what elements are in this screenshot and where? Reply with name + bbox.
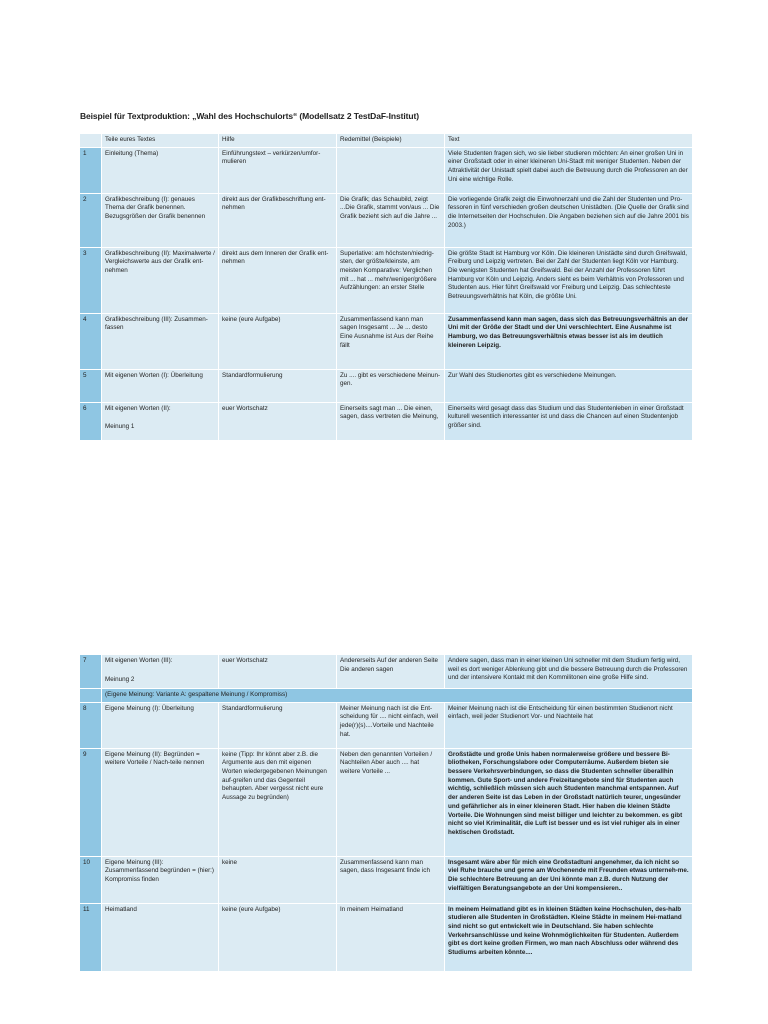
page-title: Beispiel für Textproduktion: „Wahl des Hochschulorts“ (Modellsatz 2 TestDaF-Institut) bbox=[80, 111, 419, 121]
cell-text: Viele Studenten fragen sich, wo sie lieber studieren möchten: An einer großen Uni in einer Großstadt oder in einer kleineren Uni-Stadt mit weniger Studenten. Neben der Attraktivität der Unistadt spielt dabei auch die Betreuung durch die Professoren an der Uni eine wichtige Rolle. bbox=[445, 147, 693, 193]
cell-teil: Eigene Meinung (II): Begründen = weitere Vorteile / Nach-teile nennen bbox=[102, 748, 219, 856]
row-number: 5 bbox=[80, 369, 102, 402]
cell-text: Zusammenfassend kann man sagen, dass sich das Betreuungsverhältnis an der Uni mit der Größe der Stadt und der Uni verschlechtert. Eine Ausnahme ist Hamburg, wo das Betreuungsverhältnis etwas besser ist als im deutlich kleineren Leipzig. bbox=[445, 313, 693, 369]
header-redemittel: Redemittel (Beispiele) bbox=[337, 134, 445, 148]
cell-redemittel: Einerseits sagt man ... Die einen, sagen, dass vertreten die Meinung, bbox=[337, 402, 445, 440]
cell-teil: Grafikbeschreibung (II): Maximalwerte / Vergleichswerte aus der Grafik ent-nehmen bbox=[102, 247, 219, 313]
table-row bbox=[80, 402, 693, 440]
cell-hilfe: keine bbox=[219, 856, 337, 903]
header-teile: Teile eures Textes bbox=[102, 134, 219, 148]
cell-redemittel: Zusammenfassend kann man sagen, dass Insgesamt finde ich bbox=[337, 856, 445, 903]
cell-teil: Eigene Meinung (I): Überleitung bbox=[102, 702, 219, 748]
table-row bbox=[80, 903, 693, 971]
table-row bbox=[80, 193, 693, 247]
table-row bbox=[80, 247, 693, 313]
cell-redemittel bbox=[337, 147, 445, 193]
row-number: 11 bbox=[80, 903, 102, 971]
cell-redemittel: In meinem Heimatland bbox=[337, 903, 445, 971]
row-number: 7 bbox=[80, 655, 102, 689]
cell-redemittel: Andererseits Auf der anderen Seite Die anderen sagen bbox=[337, 655, 445, 689]
cell-hilfe: direkt aus der Grafikbeschriftung ent-nehmen bbox=[219, 193, 337, 247]
variant-strip-row bbox=[80, 689, 693, 703]
row-number: 1 bbox=[80, 147, 102, 193]
cell-teil-sub: Meinung 2 bbox=[105, 675, 135, 683]
cell-redemittel: Meiner Meinung nach ist die Ent-scheidung für .... nicht einfach, weil jede(r)(s)....Vorteile und Nachteile hat. bbox=[337, 702, 445, 748]
cell-hilfe: euer Wortschatz bbox=[219, 402, 337, 440]
cell-hilfe: keine (eure Aufgabe) bbox=[219, 903, 337, 971]
header-num bbox=[80, 134, 102, 148]
cell-redemittel: Superlative: am höchsten/niedrig-sten, der größte/kleinste, am meisten Komparative: Verglichen mit ... hat ... mehr/weniger/größere Aufzählungen: an erster Stelle bbox=[337, 247, 445, 313]
cell-text: In meinem Heimatland gibt es in kleinen Städten keine Hochschulen, des-halb studieren alle Studenten in Großstädten. Kleine Städte in meinem Hei-matland sind nicht so gut entwickelt wie in Deutschland. Sie haben schlechte Verkehrsanschlüsse und keine Wohnmöglichkeiten für Studenten. Außerdem gibt es dort keine großen Firmen, wo man nach Abschluss oder während des Studiums arbeiten könnte.... bbox=[445, 903, 693, 971]
header-hilfe: Hilfe bbox=[219, 134, 337, 148]
cell-text: Meiner Meinung nach ist die Entscheidung für einen bestimmten Studienort nicht einfach, weil jeder Studienort Vor- und Nachteile hat bbox=[445, 702, 693, 748]
cell-hilfe: Standardformulierung bbox=[219, 702, 337, 748]
table-row bbox=[80, 147, 693, 193]
row-number: 3 bbox=[80, 247, 102, 313]
row-number: 6 bbox=[80, 402, 102, 440]
cell-teil: Grafikbeschreibung (I): genaues Thema der Grafik benennen. Bezugsgrößen der Grafik benennen bbox=[102, 193, 219, 247]
cell-teil bbox=[102, 655, 219, 689]
table-row bbox=[80, 748, 693, 856]
table-part-2 bbox=[79, 654, 693, 972]
table-row bbox=[80, 313, 693, 369]
cell-text: Einerseits wird gesagt dass das Studium und das Studentenleben in einer Großstadt kulturell wesentlich interessanter ist und dass die Chancen auf einen Studentenjob größer sind. bbox=[445, 402, 693, 440]
cell-text: Die vorliegende Grafik zeigt die Einwohnerzahl und die Zahl der Studenten und Pro-fessoren in fünf verschieden großen deutschen Unistädten. (Die Quelle der Grafik sind die Internetseiten der Hochschulen. Die Angaben beziehen sich auf die Jahre 2001 bis 2003.) bbox=[445, 193, 693, 247]
table-part-1 bbox=[79, 133, 693, 441]
cell-hilfe: direkt aus dem Inneren der Grafik ent-nehmen bbox=[219, 247, 337, 313]
cell-teil: Eigene Meinung (III): Zusammenfassend begründen = (hier:) Kompromiss finden bbox=[102, 856, 219, 903]
cell-text: Andere sagen, dass man in einer kleinen Uni schneller mit dem Studium fertig wird, weil es dort weniger Ablenkung gibt und die bessere Betreuung durch die Professoren und der intensivere Kontakt mit den Kommilitonen eine große Hilfe sind. bbox=[445, 655, 693, 689]
cell-hilfe: Einführungstext – verkürzen/umfor-mulieren bbox=[219, 147, 337, 193]
row-number: 8 bbox=[80, 702, 102, 748]
table-row bbox=[80, 655, 693, 689]
row-number: 9 bbox=[80, 748, 102, 856]
cell-text: Die größte Stadt ist Hamburg vor Köln. Die kleineren Unistädte sind durch Greifswald, Freiburg und Leipzig vertreten. Bei der Zahl der Studenten liegt Köln vor Hamburg. Die wenigsten Studenten hat Greifswald. Bei der Anzahl der Professoren führt Hamburg vor Köln und Leipzig. Anders sieht es beim Verhältnis von Professoren und Studenten aus. Hier führt Greifswald vor Freiburg und Leipzig. Das schlechteste Betreuungsverhältnis hat Köln, die größte Uni. bbox=[445, 247, 693, 313]
table-row bbox=[80, 856, 693, 903]
cell-hilfe: keine (Tipp: Ihr könnt aber z.B. die Argumente aus den mit eigenen Worten wiedergegebenen Meinungen auf-greifen und das Gegenteil behaupten. Aber vergesst nicht eure Aussage zu begründen) bbox=[219, 748, 337, 856]
row-number: 4 bbox=[80, 313, 102, 369]
cell-redemittel: Neben den genannten Vorteilen / Nachteilen Aber auch .... hat weitere Vorteile ... bbox=[337, 748, 445, 856]
cell-teil-main: Mit eigenen Worten (II): bbox=[105, 404, 171, 412]
cell-teil: Grafikbeschreibung (III): Zusammen-fassen bbox=[102, 313, 219, 369]
cell-teil: Einleitung (Thema) bbox=[102, 147, 219, 193]
cell-text: Zur Wahl des Studienortes gibt es verschiedene Meinungen. bbox=[445, 369, 693, 402]
cell-redemittel: Die Grafik; das Schaubild, zeigt ...Die Grafik, stammt von/aus ... Die Grafik bezieht sich auf die Jahre ... bbox=[337, 193, 445, 247]
cell-teil: Heimatland bbox=[102, 903, 219, 971]
strip-num-cell bbox=[80, 689, 102, 703]
cell-text: Großstädte und große Unis haben normalerweise größere und bessere Bi-bliotheken, Forschungslabore oder Computerräume. Außerdem bieten sie bessere Verkehrsverbindungen, so dass die Studenten schneller überallhin kommen. Gute Sport- und andere Freizeitangebote sind für Studenten auch wichtig, schließlich müssen sich auch Studenten manchmal entspannen. Auf der anderen Seite ist das Leben in der Großstadt natürlich teurer, ungesünder und gefährlicher als in einer kleineren Stadt. Hier haben die kleinen Städte Vorteile. Die Wohnungen sind meist billiger und leichter zu bekommen. es gibt nicht so viel Kriminalität, die Luft ist besser und es ist viel ruhiger als in einer hektischen Großstadt. bbox=[445, 748, 693, 856]
cell-teil-main: Mit eigenen Worten (III): bbox=[105, 657, 173, 664]
cell-hilfe: Standardformulierung bbox=[219, 369, 337, 402]
cell-redemittel: Zu .... gibt es verschiedene Meinun-gen. bbox=[337, 369, 445, 402]
table-row bbox=[80, 369, 693, 402]
cell-teil: Mit eigenen Worten (I): Überleitung bbox=[102, 369, 219, 402]
table-row bbox=[80, 702, 693, 748]
header-text: Text bbox=[445, 134, 693, 148]
table-header-row bbox=[80, 134, 693, 148]
cell-hilfe: keine (eure Aufgabe) bbox=[219, 313, 337, 369]
row-number: 10 bbox=[80, 856, 102, 903]
row-number: 2 bbox=[80, 193, 102, 247]
cell-redemittel: Zusammenfassend kann man sagen Insgesamt ... Je ... desto Eine Ausnahme ist Aus der Reihe fällt bbox=[337, 313, 445, 369]
cell-teil-sub: Meinung 1 bbox=[105, 423, 135, 431]
cell-teil bbox=[102, 402, 219, 440]
variant-strip: (Eigene Meinung: Variante A: gespaltene Meinung / Kompromiss) bbox=[102, 689, 693, 703]
cell-text: Insgesamt wäre aber für mich eine Großstadtuni angenehmer, da ich nicht so viel Ruhe brauche und gerne am Wochenende mit Freunden etwas unterneh-me. Die schlechtere Betreuung an der Uni könnte man z.B. durch Nutzung der vielfältigen Beratungsangebote an der Uni kompensieren.. bbox=[445, 856, 693, 903]
cell-hilfe: euer Wortschatz bbox=[219, 655, 337, 689]
